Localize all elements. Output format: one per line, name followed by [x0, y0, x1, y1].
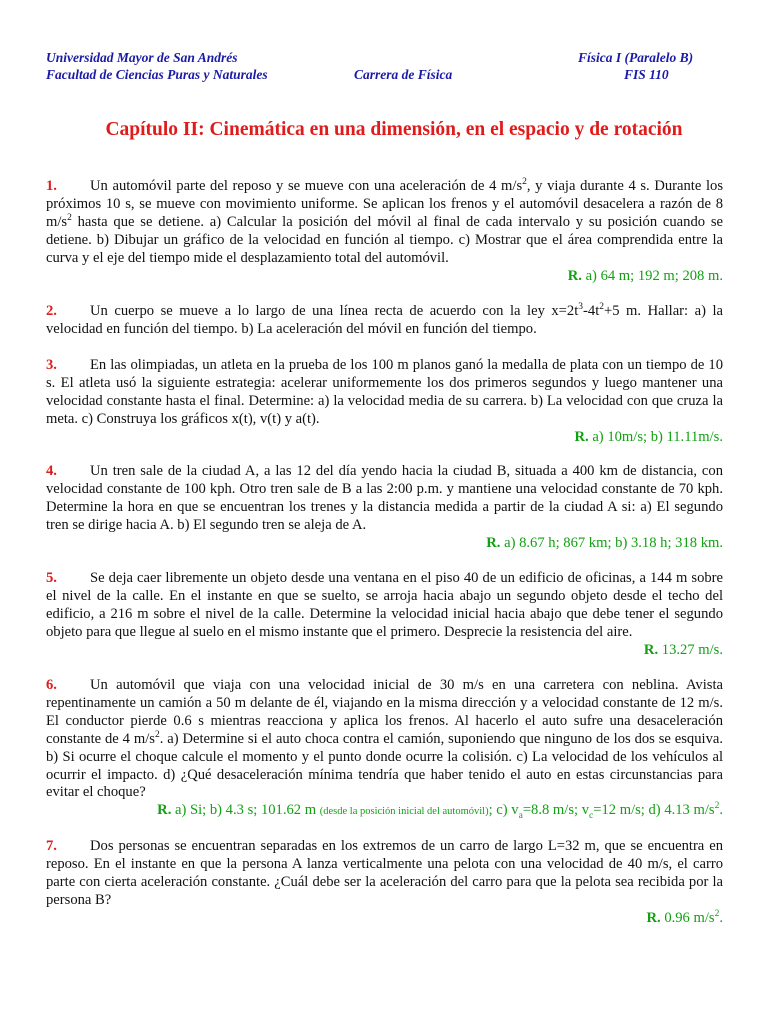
superscript: 3	[578, 302, 584, 313]
answer-text: =12 m/s; d) 4.13 m/s	[593, 802, 715, 819]
problem-text: +5 m. Hallar: a) la velocidad en función del tiempo. b) La aceleración del móvil en función del tiempo.	[46, 303, 723, 337]
problem-text: Un tren sale de la ciudad A, a las 12 del día yendo hacia la ciudad B, situada a 400 km de distancia, con velocidad constante de 100 kph. Otro tren sale de B a las 2:00 p.m. y mantiene una velocidad constante de 70 kph. Determine la hora en que se encuentran los trenes y la distancia medida a partir de la ciudad A si: a) El segundo tren se dirige hacia A. b) El segundo tren se aleja de A.	[46, 463, 723, 533]
problem-6-statement	[46, 677, 723, 802]
answer-text: .	[719, 909, 723, 926]
problem-1-answer	[46, 268, 723, 286]
problem-1-statement	[46, 178, 723, 268]
problem-3-answer	[46, 429, 723, 447]
problem-text: En las olimpiadas, un atleta en la prueba de los 100 m planos ganó la medalla de plata con un tiempo de 10 s. El atleta usó la siguiente estrategia: acelerar uniformemente los dos primeros segundos y luego mantener una velocidad constante hasta el final. Determine: a) la velocidad media de su carrera. b) La velocidad con que cruza la meta. c) Construya los gráficos x(t), v(t) y a(t).	[46, 357, 723, 427]
answer-text: 0.96 m/s	[664, 909, 715, 926]
answer-label: R.	[574, 428, 589, 445]
answer-text: a) 10m/s; b) 11.11m/s.	[592, 428, 723, 445]
superscript: 2	[714, 801, 720, 812]
problem-7-statement	[46, 838, 723, 910]
problem-number: 6.	[46, 677, 57, 693]
answer-text: .	[719, 802, 723, 819]
problem-text: Dos personas se encuentran separadas en los extremos de un carro de largo L=32 m, que se encuentra en reposo. En el instante en que la persona A lanza verticalmente una pelota con una velocidad de 40 m/s, el carro parte con cierta aceleración constante. ¿Cuál debe ser la aceleración del carro para que la pelota sea recibida por la persona B?	[46, 838, 723, 908]
problem-4-statement	[46, 463, 723, 535]
problem-2-statement	[46, 303, 723, 339]
course-name: Física I (Paralelo B)	[578, 50, 694, 65]
answer-label: R.	[646, 909, 661, 926]
problem-2	[46, 303, 723, 339]
problem-5-answer	[46, 642, 723, 660]
problem-1	[46, 178, 723, 285]
problem-7	[46, 838, 723, 928]
answer-text: 13.27 m/s.	[661, 641, 723, 658]
superscript: 2	[67, 212, 72, 223]
problem-text: Se deja caer libremente un objeto desde una ventana en el piso 40 de un edificio de oficinas, a 144 m sobre el nivel de la calle. En el instante en que se suelto, se arroja hacia abajo un segundo objeto desde el techo del edificio, a 216 m sobre el nivel de la calle. Determine la velocidad inicial hacia abajo que debe tener el segundo objeto para que llegue al suelo en el mismo instante que el primero. Desprecie la resistencia del aire.	[46, 570, 723, 640]
university-name: Universidad Mayor de San Andrés	[46, 50, 238, 65]
problem-5	[46, 570, 723, 660]
problem-text: Un cuerpo se mueve a lo largo de una línea recta de acuerdo con la ley x=2t	[90, 303, 579, 319]
answer-note: (desde la posición inicial del automóvil)	[319, 806, 489, 818]
problem-number: 1.	[46, 178, 57, 194]
subscript: a	[518, 811, 523, 822]
problem-7-answer	[46, 910, 723, 928]
answer-text: a) Si; b) 4.3 s; 101.62 m	[175, 802, 320, 819]
answer-label: R.	[486, 534, 501, 551]
chapter-title: Capítulo II: Cinemática en una dimensión, en el espacio y de rotación	[105, 119, 683, 140]
problem-3	[46, 357, 723, 447]
problem-number: 5.	[46, 570, 57, 586]
problem-4	[46, 463, 723, 553]
problem-number: 3.	[46, 357, 57, 373]
subscript: c	[589, 811, 594, 822]
problem-text: , y viaja durante 4 s. Durante los próximos 10 s, se mueve con movimiento uniforme. Se aplican los frenos y el automóvil desacelera a razón de 8 m/s	[46, 178, 723, 230]
course-code: FIS 110	[624, 67, 669, 82]
faculty-name: Facultad de Ciencias Puras y Naturales	[46, 67, 268, 82]
superscript: 2	[599, 302, 604, 313]
answer-text: a) 8.67 h; 867 km; b) 3.18 h; 318 km.	[504, 534, 723, 551]
problem-text: Un automóvil parte del reposo y se mueve con una aceleración de 4 m/s	[90, 178, 523, 194]
career-name: Carrera de Física	[354, 67, 453, 82]
problem-6	[46, 677, 723, 821]
problem-number: 2.	[46, 303, 57, 319]
answer-text: ; c) v	[488, 802, 519, 819]
answer-text: =8.8 m/s; v	[522, 802, 590, 819]
superscript: 2	[714, 908, 720, 919]
problem-text: -4t	[583, 303, 600, 319]
problem-text: . a) Determine si el auto choca contra el camión, suponiendo que ninguno de los dos se esquiva. b) Si ocurre el choque calcule el momento y el punto donde ocurre la colisión. c) La velocidad de los vehículos al ocurrir el impacto. d) ¿Qué desaceleración mínima tendría que haber tenido el auto en estas circunstancias para evitar el choque?	[46, 730, 723, 801]
superscript: 2	[522, 177, 527, 188]
answer-label: R.	[567, 267, 582, 284]
answer-label: R.	[157, 802, 172, 819]
problem-5-statement	[46, 570, 723, 642]
problem-text: Un automóvil que viaja con una velocidad inicial de 30 m/s en una carretera con neblina. Avista repentinamente un camión a 50 m delante de él, viajando en la misma dirección y a velocidad constante de 12 m/s. El conductor pierde 0.6 s mientras reacciona y aplica los frenos. Al hacerlo el auto sufre una desaceleración constante de 4 m/s	[46, 677, 723, 747]
problem-number: 7.	[46, 838, 57, 854]
problem-3-statement	[46, 357, 723, 429]
problem-text: hasta que se detiene. a) Calcular la posición del móvil al final de cada intervalo y su posición cuando se detiene. b) Dibujar un gráfico de la velocidad en función al tiempo. c) Mostrar que el área comprendida entre la curva y el eje del tiempo mide el desplazamiento total del automóvil.	[46, 213, 723, 266]
problem-6-answer	[46, 802, 723, 821]
superscript: 2	[154, 729, 160, 740]
answer-label: R.	[643, 641, 659, 658]
problem-number: 4.	[46, 463, 57, 479]
problem-4-answer	[46, 535, 723, 553]
answer-text: a) 64 m; 192 m; 208 m.	[585, 267, 723, 284]
